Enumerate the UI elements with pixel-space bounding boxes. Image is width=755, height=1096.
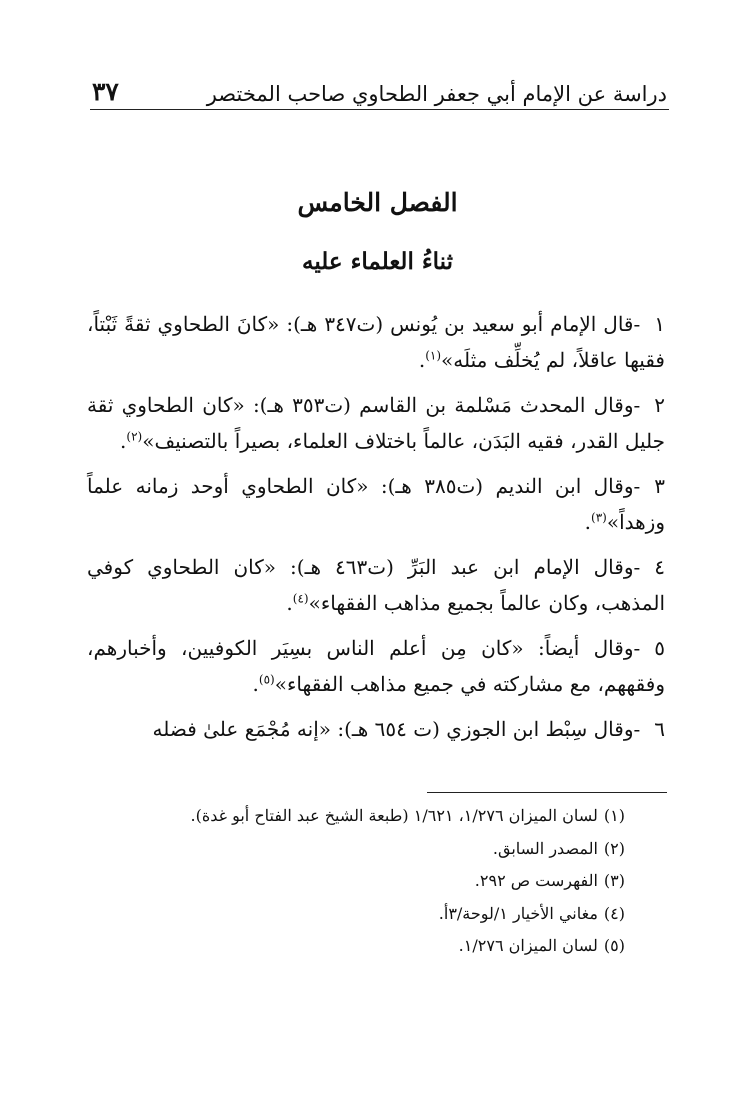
footnote-2: (٢)المصدر السابق. [492,838,625,858]
footnotes [85,800,625,963]
paragraph-3: ٣-وقال ابن النديم (ت٣٨٥ هـ): «كان الطحاوي أوحد زمانه علماً وزهداً»$^{(٣)}$. [87,474,665,534]
header-rule [90,109,669,110]
footnote-4: (٤)مغاني الأخيار ١/لوحة/٣أ. [438,903,625,923]
footnote-1: (١)لسان الميزان ١/٢٧٦، ١/٦٢١ (طبعة الشيخ عبد الفتاح أبو غدة). [190,806,625,825]
footnote-ref-5: (٥) [258,672,275,687]
page-number: ٣٧ [92,77,119,106]
chapter-title: الفصل الخامس [297,188,458,217]
paragraph-1: ١-قال الإمام أبو سعيد بن يُونس (ت٣٤٧ هـ): «كانَ الطحاوي ثقةً ثَبْتاً، فقيها عاقلاً، لم يُخلِّف مثلَه»$^{(١)}$. [87,312,665,372]
chapter-subtitle: ثناءُ العلماء عليه [301,248,454,275]
paragraph-6: ٦-وقال سِبْط ابن الجوزي (ت ٦٥٤ هـ): «إنه مُجْمَع علىٰ فضله [152,717,665,741]
footnote-ref-1: (١) [425,348,442,363]
paragraph-2: ٢-وقال المحدث مَسْلمة بن القاسم (ت٣٥٣ هـ): «كان الطحاوي ثقة جليل القدر، فقيه البَدَن، عالماً باختلاف العلماء، بصيراً بالتصنيف»$^{(٢)}$. [87,393,665,453]
paragraph-4: ٤-وقال الإمام ابن عبد البَرِّ (ت٤٦٣ هـ): «كان الطحاوي كوفي المذهب، وكان عالماً بجميع مذاهب الفقهاء»$^{(٤)}$. [87,555,665,615]
footnote-5: (٥)لسان الميزان ١/٢٧٦. [458,936,625,955]
footnote-ref-3: (٣) [591,510,607,525]
body-text [87,306,665,756]
footnote-separator [427,792,667,793]
footnote-3: (٣)الفهرست ص ٢٩٢. [474,871,625,890]
footnote-ref-4: (٤) [292,591,309,606]
paragraph-5: ٥-وقال أيضاً: «كان مِن أعلم الناس بسِيَر الكوفيين، وأخبارهم، وفقههم، مع مشاركته في جميع مذاهب الفقهاء»$^{(٥)}$. [87,636,665,696]
footnote-ref-2: (٢) [126,429,143,444]
header-title: دراسة عن الإمام أبي جعفر الطحاوي صاحب المختصر [206,82,667,106]
running-header [92,66,667,106]
